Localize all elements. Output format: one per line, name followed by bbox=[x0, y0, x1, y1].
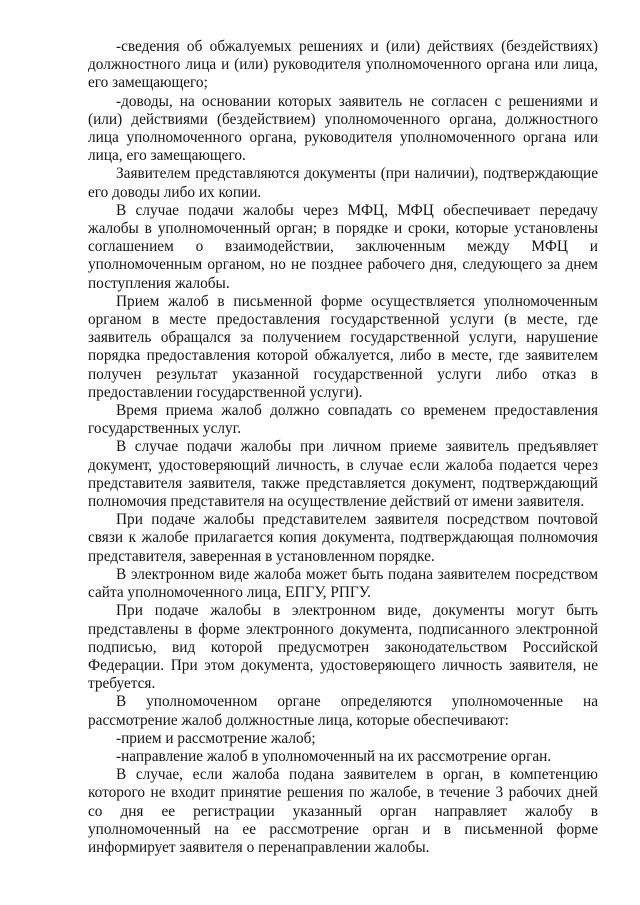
paragraph-redirection: В случае, если жалоба подана заявителем в орган, в компетенцию которого не входит принятие решения по жалобе, в течение 3 рабочих дней со дня ее регистрации указанный орган направляет жалобу в уполномоченный на ее рассмотрение орган и в письменной форме информирует заявителя о перенаправлении жалобы. bbox=[88, 766, 598, 856]
paragraph-appeal-details: -сведения об обжалуемых решениях и (или) действиях (бездействиях) должностного лица и (или) руководителя уполномоченного органа или лица, его замещающего; bbox=[88, 38, 598, 92]
list-item-reception: -прием и рассмотрение жалоб; bbox=[116, 729, 316, 747]
paragraph-reception-time: Время приема жалоб должно совпадать со временем предоставления государственных услуг. bbox=[88, 402, 598, 438]
paragraph-electronic: В электронном виде жалоба может быть подана заявителем посредством сайта уполномоченного лица, ЕПГУ, РПГУ. bbox=[88, 565, 598, 602]
paragraph-postal: При подаче жалобы представителем заявителя посредством почтовой связи к жалобе прилагается копия документа, подтверждающая полномочия представителя, заверенная в установленном порядке. bbox=[88, 511, 598, 565]
paragraph-electronic-documents: При подаче жалобы в электронном виде, документы могут быть представлены в форме электронного документа, подписанного электронной подписью, вид которой предусмотрен законодательством Российской Федерации. При этом документа, удостоверяющего личность заявителя, не требуется. bbox=[88, 602, 598, 693]
paragraph-arguments: -доводы, на основании которых заявитель не согласен с решениями и (или) действиями (бездействием) уполномоченного органа, должностного лица уполномоченного органа, руководителя уполномоченного органа или лица, его замещающего. bbox=[88, 92, 598, 165]
paragraph-mfc-submission: В случае подачи жалобы через МФЦ, МФЦ обеспечивает передачу жалобы в уполномоченный орган; в порядке и сроки, которые установлены соглашением о взаимодействии, заключенным между МФЦ и уполномоченным органом, но не позднее рабочего дня, следующего за днем поступления жалобы. bbox=[88, 201, 598, 292]
document-page bbox=[88, 38, 598, 857]
list-item-forwarding: -направление жалоб в уполномоченный на их рассмотрение орган. bbox=[116, 747, 552, 765]
paragraph-personal-reception: В случае подачи жалобы при личном приеме заявитель предъявляет документ, удостоверяющий личность, в случае если жалоба подается через представителя заявителя, также представляется документ, подтверждающий полномочия представителя на осуществление действий от имени заявителя. bbox=[88, 438, 598, 511]
paragraph-authorized-officials: В уполномоченном органе определяются уполномоченные на рассмотрение жалоб должностные лица, которые обеспечивают: bbox=[88, 693, 598, 729]
paragraph-written-form: Прием жалоб в письменной форме осуществляется уполномоченным органом в месте предоставления государственной услуги (в месте, где заявитель обращался за получением государственной услуги, нарушение порядка предоставления которой обжалуется, либо в месте, где заявителем получен результат указанной государственной услуги либо отказ в предоставлении государственной услуги). bbox=[88, 292, 598, 401]
paragraph-documents: Заявителем представляются документы (при наличии), подтверждающие его доводы либо их копии. bbox=[88, 165, 598, 201]
